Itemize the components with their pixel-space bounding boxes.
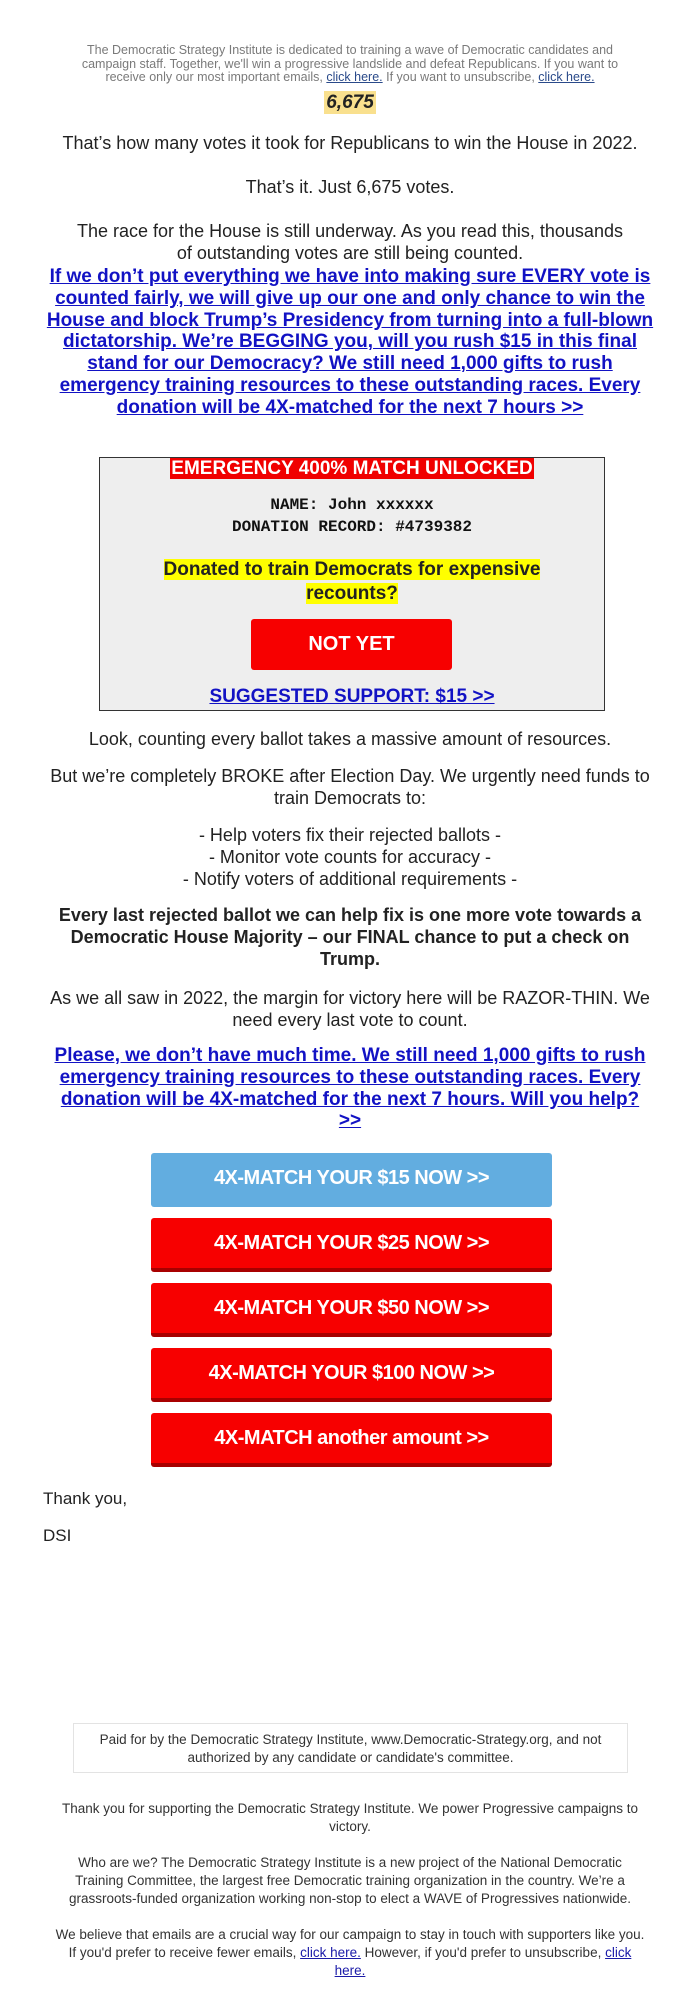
body-paragraph: As we all saw in 2022, the margin for victory here will be RAZOR-THIN. We need every last vote to count. xyxy=(50,988,650,1030)
footer-thanks: Thank you for supporting the Democratic Strategy Institute. We power Progressive campaigns to victory. xyxy=(61,1801,639,1834)
preheader: The Democratic Strategy Institute is dedicated to training a wave of Democratic candidates and campaign staff. Together, we'll win a progressive landslide and defeat Republicans. If you want to receive only our most important emails, click here. If you want to unsubscribe, click here. xyxy=(81,43,619,84)
donate-50-button[interactable]: 4X-MATCH YOUR $50 NOW >> xyxy=(151,1283,552,1337)
list-item: - Notify voters of additional requirements - xyxy=(182,869,518,889)
body-paragraph: Look, counting every ballot takes a massive amount of resources. xyxy=(88,729,612,749)
fewer-emails-link[interactable]: click here. xyxy=(326,70,383,84)
signoff-name: DSI xyxy=(43,1526,72,1545)
record-details xyxy=(100,494,604,538)
headline-number: 6,675 xyxy=(326,92,374,113)
footer-unsubscribe-link[interactable]: click here. xyxy=(334,1945,632,1978)
donate-link-secondary[interactable]: Please, we don’t have much time. We still need 1,000 gifts to rush emergency training resources to these outstanding races. Every donation will be 4X-matched for the next 7 hours. Will you help? >> xyxy=(54,1045,646,1132)
signoff-thanks: Thank you, xyxy=(43,1489,128,1508)
unsubscribe-link[interactable]: click here. xyxy=(538,70,595,84)
list-item: - Monitor vote counts for accuracy - xyxy=(208,847,492,867)
body-paragraph: That’s it. Just 6,675 votes. xyxy=(245,177,455,197)
body-paragraph-bold: Every last rejected ballot we can help fix is one more vote towards a Democratic House Majority – our FINAL chance to put a check on Trump. xyxy=(58,905,642,969)
body-paragraph: That’s how many votes it took for Republicans to win the House in 2022. xyxy=(62,133,638,153)
task-list xyxy=(45,824,655,890)
footer-emails: We believe that emails are a crucial way for our campaign to stay in touch with supporters like you. If you'd prefer to receive fewer emails, click here. However, if you'd prefer to unsubscribe, click here. xyxy=(55,1927,645,1978)
body-paragraph: But we’re completely BROKE after Election Day. We urgently need funds to train Democrats to: xyxy=(50,766,650,808)
footer-who: Who are we? The Democratic Strategy Institute is a new project of the National Democratic Training Committee, the largest free Democratic training organization in the country. We’re a grassroots-funded organization working non-stop to elect a WAVE of Progressives nationwide. xyxy=(68,1855,632,1906)
not-yet-button[interactable]: NOT YET xyxy=(251,619,452,670)
donation-record-box xyxy=(99,457,605,711)
list-item: - Help voters fix their rejected ballots - xyxy=(198,825,502,845)
donate-link-main[interactable]: If we don’t put everything we have into making sure EVERY vote is counted fairly, we will give up our one and only chance to win the House and block Trump’s Presidency from turning into a full-blown dictatorship. We’re BEGGING you, will you rush $15 in this final stand for our Democracy? We still need 1,000 gifts to rush emergency training resources to these outstanding races. Every donation will be 4X-matched for the next 7 hours >> xyxy=(46,266,654,418)
body-paragraph: The race for the House is still underway. As you read this, thousands of outstanding votes are still being counted. xyxy=(77,221,623,263)
donate-100-button[interactable]: 4X-MATCH YOUR $100 NOW >> xyxy=(151,1348,552,1402)
name-line: NAME: John xxxxxx xyxy=(270,496,434,514)
suggested-support-link[interactable]: SUGGESTED SUPPORT: $15 >> xyxy=(209,686,495,707)
paid-for-disclaimer: Paid for by the Democratic Strategy Institute, www.Democratic-Strategy.org, and not authorized by any candidate or candidate's committee. xyxy=(73,1723,628,1773)
donation-question: Donated to train Democrats for expensive recounts? xyxy=(163,559,541,604)
donate-15-button[interactable]: 4X-MATCH YOUR $15 NOW >> xyxy=(151,1153,552,1207)
match-header: EMERGENCY 400% MATCH UNLOCKED xyxy=(171,458,533,479)
donate-other-amount-button[interactable]: 4X-MATCH another amount >> xyxy=(151,1413,552,1467)
record-line: DONATION RECORD: #4739382 xyxy=(231,518,473,536)
donate-25-button[interactable]: 4X-MATCH YOUR $25 NOW >> xyxy=(151,1218,552,1272)
footer-fewer-emails-link[interactable]: click here. xyxy=(300,1945,361,1960)
